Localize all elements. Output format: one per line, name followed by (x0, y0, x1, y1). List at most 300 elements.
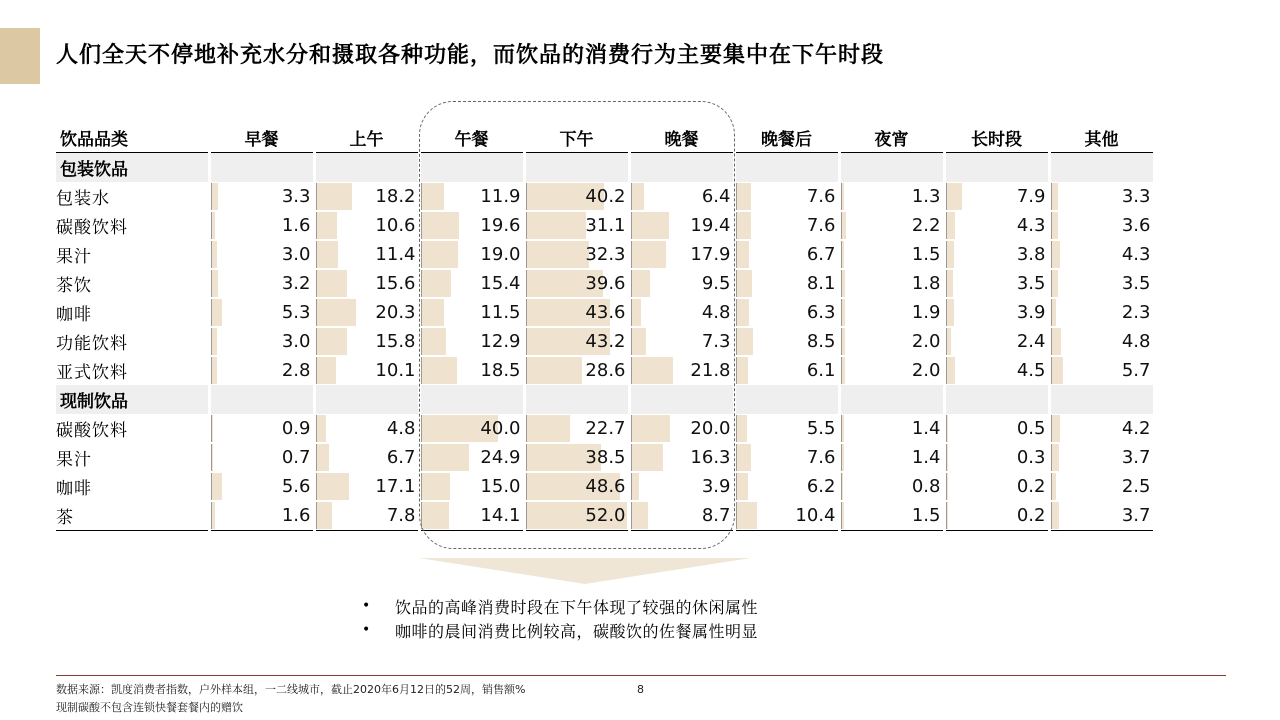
value-bar (736, 473, 749, 500)
header-col: 晚餐后 (734, 123, 839, 153)
value-text: 7.8 (386, 505, 416, 526)
value-text: 15.4 (480, 273, 521, 294)
value-cell (524, 356, 629, 385)
value-cell (1049, 211, 1154, 240)
value-cell (734, 356, 839, 385)
value-text: 11.9 (480, 186, 521, 207)
value-text: 31.1 (585, 215, 626, 236)
table-body (56, 153, 1154, 531)
value-cell (524, 472, 629, 501)
value-cell (629, 269, 734, 298)
value-bar (421, 270, 452, 297)
value-bar (736, 357, 749, 384)
table-header-row (56, 123, 1154, 153)
section-blank-cell (209, 385, 314, 414)
row-label: 咖啡 (56, 298, 209, 327)
value-bar (631, 299, 641, 326)
value-bar (526, 415, 571, 442)
value-bar (211, 415, 214, 442)
value-cell (629, 356, 734, 385)
value-text: 3.3 (1121, 186, 1151, 207)
value-bar (316, 444, 330, 471)
value-cell (944, 269, 1049, 298)
table-row (56, 298, 1154, 327)
value-text: 3.6 (1121, 215, 1151, 236)
value-bar (316, 328, 347, 355)
value-cell (524, 443, 629, 472)
table-row (56, 240, 1154, 269)
value-text: 4.8 (1121, 331, 1151, 352)
value-text: 0.2 (1016, 476, 1046, 497)
value-cell (419, 269, 524, 298)
value-text: 32.3 (585, 244, 626, 265)
value-cell (944, 501, 1049, 531)
value-bar (946, 270, 954, 297)
value-text: 1.8 (911, 273, 941, 294)
value-cell (419, 298, 524, 327)
value-cell (944, 327, 1049, 356)
header-category: 饮品品类 (56, 123, 209, 153)
value-text: 3.8 (1016, 244, 1046, 265)
value-cell (944, 472, 1049, 501)
row-label: 包装水 (56, 182, 209, 211)
value-text: 43.2 (585, 331, 626, 352)
value-bar (736, 270, 753, 297)
note-footnote: 现制碳酸不包含连锁快餐套餐内的赠饮 (56, 701, 243, 714)
value-bar (736, 183, 752, 210)
section-blank-cell (734, 153, 839, 183)
row-label: 果汁 (56, 240, 209, 269)
value-text: 4.3 (1121, 244, 1151, 265)
value-text: 6.1 (806, 360, 836, 381)
value-text: 7.6 (806, 215, 836, 236)
section-blank-cell (209, 153, 314, 183)
value-text: 2.5 (1121, 476, 1151, 497)
value-text: 19.0 (480, 244, 521, 265)
value-cell (209, 472, 314, 501)
bullet-item (362, 594, 758, 618)
value-cell (1049, 443, 1154, 472)
value-text: 40.0 (480, 418, 521, 439)
section-label: 包装饮品 (56, 153, 209, 183)
value-text: 0.2 (1016, 505, 1046, 526)
header-col: 夜宵 (839, 123, 944, 153)
value-text: 22.7 (585, 418, 626, 439)
value-bar (736, 212, 752, 239)
value-cell (1049, 240, 1154, 269)
value-text: 1.6 (281, 505, 311, 526)
value-text: 17.1 (375, 476, 416, 497)
value-bar (1051, 270, 1059, 297)
value-cell (839, 443, 944, 472)
value-cell (524, 269, 629, 298)
value-cell (944, 356, 1049, 385)
value-cell (314, 414, 419, 443)
value-text: 18.5 (480, 360, 521, 381)
value-text: 12.9 (480, 331, 521, 352)
value-bar (1051, 502, 1059, 529)
value-bar (946, 357, 956, 384)
value-cell (734, 414, 839, 443)
row-label: 茶 (56, 501, 209, 531)
value-bar (316, 299, 356, 326)
row-label: 亚式饮料 (56, 356, 209, 385)
value-bar (946, 183, 962, 210)
table-row (56, 472, 1154, 501)
header-col: 其他 (1049, 123, 1154, 153)
beverage-time-table (56, 123, 1156, 531)
value-text: 11.5 (480, 302, 521, 323)
value-cell (734, 240, 839, 269)
section-blank-cell (314, 385, 419, 414)
value-text: 5.6 (281, 476, 311, 497)
value-cell (1049, 327, 1154, 356)
value-text: 38.5 (585, 447, 626, 468)
value-bar (421, 328, 447, 355)
value-bar (211, 357, 217, 384)
bullet-dot-icon: • (362, 622, 371, 638)
value-cell (629, 414, 734, 443)
value-cell (944, 298, 1049, 327)
value-cell (944, 240, 1049, 269)
header-col: 早餐 (209, 123, 314, 153)
page-title: 人们全天不停地补充水分和摄取各种功能，而饮品的消费行为主要集中在下午时段 (56, 43, 885, 68)
value-bar (211, 299, 222, 326)
value-bar (1051, 299, 1056, 326)
header-col: 长时段 (944, 123, 1049, 153)
value-bar (211, 444, 213, 471)
value-cell (419, 472, 524, 501)
value-text: 2.0 (911, 331, 941, 352)
value-text: 10.6 (375, 215, 416, 236)
value-text: 6.2 (806, 476, 836, 497)
bullet-item (362, 618, 758, 642)
value-bar (421, 357, 458, 384)
row-label: 碳酸饮料 (56, 211, 209, 240)
value-bar (421, 183, 445, 210)
value-bar (736, 415, 748, 442)
value-bar (841, 473, 844, 500)
value-cell (629, 182, 734, 211)
value-bar (316, 473, 350, 500)
value-text: 4.2 (1121, 418, 1151, 439)
value-cell (734, 269, 839, 298)
value-cell (209, 298, 314, 327)
row-label: 碳酸饮料 (56, 414, 209, 443)
value-bar (526, 212, 587, 239)
value-bar (841, 502, 845, 529)
value-cell (944, 182, 1049, 211)
value-bar (211, 473, 223, 500)
value-text: 3.9 (1016, 302, 1046, 323)
value-cell (1049, 298, 1154, 327)
header-col: 下午 (524, 123, 629, 153)
value-text: 4.3 (1016, 215, 1046, 236)
value-cell (944, 211, 1049, 240)
value-cell (839, 327, 944, 356)
value-text: 1.5 (911, 244, 941, 265)
value-cell (524, 182, 629, 211)
value-bar (946, 415, 948, 442)
section-blank-cell (629, 153, 734, 183)
value-bar (316, 183, 352, 210)
value-text: 20.0 (690, 418, 731, 439)
value-text: 3.3 (281, 186, 311, 207)
value-text: 2.8 (281, 360, 311, 381)
value-cell (629, 298, 734, 327)
value-text: 43.6 (585, 302, 626, 323)
value-text: 3.0 (281, 331, 311, 352)
value-bar (946, 299, 955, 326)
value-cell (524, 501, 629, 531)
value-bar (1051, 415, 1060, 442)
value-bar (421, 502, 449, 529)
value-text: 19.6 (480, 215, 521, 236)
value-cell (734, 443, 839, 472)
value-cell (419, 356, 524, 385)
value-bar (631, 212, 669, 239)
value-text: 8.5 (806, 331, 836, 352)
value-text: 7.6 (806, 186, 836, 207)
value-text: 9.5 (701, 273, 731, 294)
section-blank-cell (419, 153, 524, 183)
section-blank-cell (944, 153, 1049, 183)
value-text: 18.2 (375, 186, 416, 207)
value-bar (1051, 212, 1059, 239)
value-cell (419, 414, 524, 443)
value-bar (631, 415, 671, 442)
value-bar (211, 183, 218, 210)
row-label: 功能饮料 (56, 327, 209, 356)
section-row (56, 385, 1154, 414)
value-text: 20.3 (375, 302, 416, 323)
value-text: 6.3 (806, 302, 836, 323)
value-bar (211, 270, 218, 297)
value-cell (209, 414, 314, 443)
section-label: 现制饮品 (56, 385, 209, 414)
value-text: 15.6 (375, 273, 416, 294)
section-blank-cell (734, 385, 839, 414)
row-label: 茶饮 (56, 269, 209, 298)
value-cell (839, 211, 944, 240)
section-blank-cell (1049, 153, 1154, 183)
value-cell (314, 501, 419, 531)
table-row (56, 501, 1154, 531)
value-text: 1.4 (911, 418, 941, 439)
value-text: 16.3 (690, 447, 731, 468)
value-cell (734, 211, 839, 240)
value-cell (419, 240, 524, 269)
bullet-dot-icon: • (362, 598, 371, 614)
value-text: 21.8 (690, 360, 731, 381)
header-col: 上午 (314, 123, 419, 153)
value-bar (526, 357, 582, 384)
value-bar (841, 415, 845, 442)
value-text: 28.6 (585, 360, 626, 381)
value-bar (631, 473, 640, 500)
value-text: 19.4 (690, 215, 731, 236)
value-text: 3.7 (1121, 447, 1151, 468)
value-bar (946, 212, 955, 239)
value-cell (839, 501, 944, 531)
value-cell (209, 327, 314, 356)
value-bar (946, 502, 948, 529)
value-text: 3.0 (281, 244, 311, 265)
value-bar (736, 241, 750, 268)
value-text: 40.2 (585, 186, 626, 207)
value-text: 52.0 (585, 505, 626, 526)
value-text: 0.7 (281, 447, 311, 468)
value-bar (316, 241, 339, 268)
value-bar (1051, 241, 1060, 268)
row-label: 咖啡 (56, 472, 209, 501)
value-cell (734, 327, 839, 356)
value-cell (1049, 356, 1154, 385)
value-cell (314, 269, 419, 298)
value-text: 5.3 (281, 302, 311, 323)
value-bar (736, 444, 752, 471)
value-cell (524, 414, 629, 443)
value-cell (839, 269, 944, 298)
table-row (56, 211, 1154, 240)
value-text: 15.8 (375, 331, 416, 352)
value-bar (631, 357, 674, 384)
value-cell (839, 356, 944, 385)
value-bar (841, 357, 846, 384)
value-text: 0.3 (1016, 447, 1046, 468)
table-row (56, 414, 1154, 443)
value-bar (211, 328, 218, 355)
value-text: 6.7 (386, 447, 416, 468)
value-text: 3.5 (1016, 273, 1046, 294)
value-text: 5.5 (806, 418, 836, 439)
value-text: 6.7 (806, 244, 836, 265)
section-blank-cell (524, 153, 629, 183)
value-bar (316, 415, 326, 442)
value-text: 3.7 (1121, 505, 1151, 526)
value-cell (209, 240, 314, 269)
value-text: 7.9 (1016, 186, 1046, 207)
value-bar (946, 444, 948, 471)
value-cell (734, 182, 839, 211)
value-bar (316, 502, 332, 529)
value-bar (841, 299, 846, 326)
value-cell (419, 443, 524, 472)
section-blank-cell (839, 153, 944, 183)
header-col: 午餐 (419, 123, 524, 153)
source-footnote: 数据来源：凯度消费者指数，户外样本组，一二线城市，截止2020年6月12日的52周，销售额% (56, 683, 526, 696)
bullet-text: 咖啡的晨间消费比例较高，碳酸饮的佐餐属性明显 (395, 621, 759, 641)
value-cell (734, 472, 839, 501)
value-cell (629, 211, 734, 240)
value-bar (841, 241, 845, 268)
value-cell (419, 327, 524, 356)
value-cell (209, 501, 314, 531)
table-row (56, 327, 1154, 356)
value-cell (734, 298, 839, 327)
value-text: 7.3 (701, 331, 731, 352)
value-bar (631, 502, 649, 529)
value-cell (944, 443, 1049, 472)
value-text: 2.2 (911, 215, 941, 236)
value-cell (419, 501, 524, 531)
value-bar (841, 212, 846, 239)
value-text: 8.7 (701, 505, 731, 526)
value-bar (631, 328, 646, 355)
bullet-text: 饮品的高峰消费时段在下午体现了较强的休闲属性 (395, 597, 759, 617)
value-cell (629, 327, 734, 356)
value-text: 8.1 (806, 273, 836, 294)
value-cell (629, 443, 734, 472)
value-text: 24.9 (480, 447, 521, 468)
value-bar (841, 328, 846, 355)
value-text: 5.7 (1121, 360, 1151, 381)
value-text: 11.4 (375, 244, 416, 265)
value-cell (314, 472, 419, 501)
section-blank-cell (944, 385, 1049, 414)
value-cell (314, 182, 419, 211)
value-text: 39.6 (585, 273, 626, 294)
value-text: 3.5 (1121, 273, 1151, 294)
value-bar (1051, 473, 1057, 500)
section-blank-cell (1049, 385, 1154, 414)
value-bar (1051, 444, 1059, 471)
value-cell (1049, 269, 1154, 298)
value-cell (419, 182, 524, 211)
value-bar (421, 473, 451, 500)
value-cell (314, 327, 419, 356)
value-cell (839, 240, 944, 269)
value-text: 0.9 (281, 418, 311, 439)
value-cell (839, 298, 944, 327)
value-cell (314, 443, 419, 472)
value-cell (524, 298, 629, 327)
value-text: 2.4 (1016, 331, 1046, 352)
section-blank-cell (524, 385, 629, 414)
value-cell (629, 240, 734, 269)
table-row (56, 356, 1154, 385)
value-cell (524, 211, 629, 240)
table-row (56, 269, 1154, 298)
value-bar (211, 241, 218, 268)
value-bar (736, 502, 757, 529)
value-cell (1049, 414, 1154, 443)
value-bar (1051, 183, 1058, 210)
value-cell (209, 443, 314, 472)
value-bar (1051, 328, 1061, 355)
value-text: 1.6 (281, 215, 311, 236)
value-cell (314, 298, 419, 327)
value-text: 4.8 (701, 302, 731, 323)
page-number: 8 (637, 683, 644, 696)
section-blank-cell (839, 385, 944, 414)
value-cell (1049, 501, 1154, 531)
value-text: 1.4 (911, 447, 941, 468)
section-blank-cell (629, 385, 734, 414)
value-text: 3.2 (281, 273, 311, 294)
value-cell (314, 240, 419, 269)
value-cell (734, 501, 839, 531)
header-col: 晚餐 (629, 123, 734, 153)
value-text: 3.9 (701, 476, 731, 497)
value-text: 1.9 (911, 302, 941, 323)
value-bar (946, 473, 948, 500)
value-cell (629, 501, 734, 531)
value-bar (631, 183, 644, 210)
value-text: 2.3 (1121, 302, 1151, 323)
value-cell (314, 211, 419, 240)
value-text: 7.6 (806, 447, 836, 468)
